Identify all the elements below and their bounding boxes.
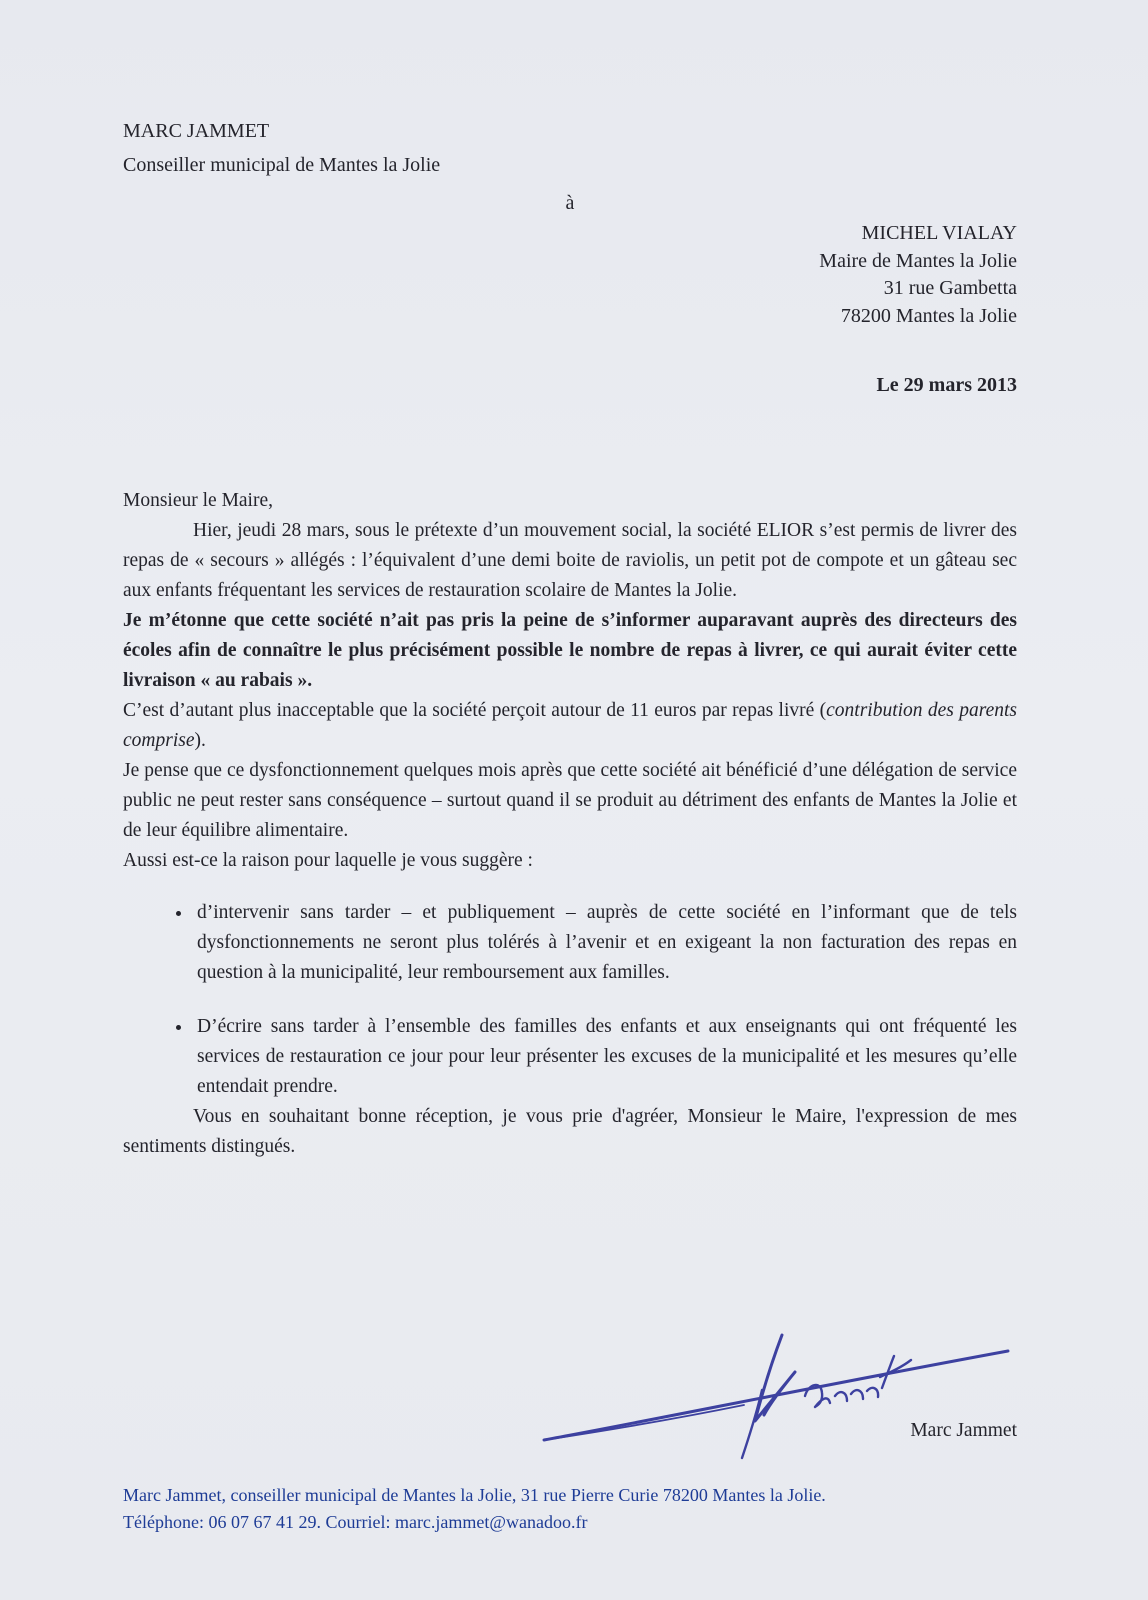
to-label: à <box>565 192 575 214</box>
paragraph-3-end: ). <box>194 730 206 751</box>
salutation: Monsieur le Maire, <box>123 490 274 511</box>
recipient-block <box>123 220 1017 330</box>
suggestion-list <box>123 898 1017 1102</box>
recipient-title: Maire de Mantes la Jolie <box>819 249 1017 272</box>
closing-paragraph: Vous en souhaitant bonne réception, je vous prie d'agréer, Monsieur le Maire, l'expression de mes sentiments distingués. <box>123 1106 1017 1157</box>
suggestion-item-1: • d’intervenir sans tarder – et publiquement – auprès de cette société en l’informant que de tels dysfonctionnements ne seront plus tolérés à l’avenir et en exigeant la non facturation des repas en question à la municipalité, leur remboursement aux familles. <box>193 898 1017 988</box>
paragraph-1: Hier, jeudi 28 mars, sous le prétexte d’un mouvement social, la société ELIOR s’est permis de livrer des repas de « secours » allégés : l’équivalent d’une demi boite de raviolis, un petit pot de compote et un gâteau sec aux enfants fréquentant les services de restauration scolaire de Mantes la Jolie. <box>123 520 1017 601</box>
sender-block <box>123 114 1017 182</box>
letter-content <box>123 114 1017 1162</box>
recipient-name: MICHEL VIALAY <box>861 222 1017 244</box>
letter-date: Le 29 mars 2013 <box>876 374 1017 396</box>
signature-printed-name: Marc Jammet <box>910 1420 1017 1441</box>
footer-contact <box>123 1482 1063 1535</box>
paragraph-2-bold: Je m’étonne que cette société n’ait pas pris la peine de s’informer auparavant auprès des directeurs des écoles afin de connaître le plus précisément possible le nombre de repas à livrer, ce qui aurait éviter cette livraison « au rabais ». <box>123 610 1017 691</box>
recipient-city: 78200 Mantes la Jolie <box>840 304 1017 327</box>
paragraph-3-italic: contribution des parents comprise <box>123 700 1017 751</box>
footer-address-line: Marc Jammet, conseiller municipal de Mantes la Jolie, 31 rue Pierre Curie 78200 Mantes la Jolie. <box>123 1485 826 1505</box>
sender-role: Conseiller municipal de Mantes la Jolie <box>123 154 441 176</box>
paragraph-4: Je pense que ce dysfonctionnement quelques mois après que cette société ait bénéficié d’une délégation de service public ne peut rester sans conséquence – surtout quand il se produit au détriment des enfants de Mantes la Jolie et de leur équilibre alimentaire. <box>123 760 1017 841</box>
paragraph-5-intro: Aussi est-ce la raison pour laquelle je vous suggère : <box>123 850 533 871</box>
paragraph-3 <box>123 696 1017 756</box>
paragraph-3-start: C’est d’autant plus inacceptable que la société perçoit autour de 11 euros par repas livré ( <box>123 700 827 721</box>
footer-phone-email-line: Téléphone: 06 07 67 41 29. Courriel: marc.jammet@wanadoo.fr <box>123 1511 588 1532</box>
sender-name: MARC JAMMET <box>123 120 270 142</box>
recipient-street: 31 rue Gambetta <box>883 277 1017 299</box>
suggestion-item-2: • D’écrire sans tarder à l’ensemble des familles des enfants et aux enseignants qui ont fréquenté les services de restauration ce jour pour leur présenter les excuses de la municipalité et les mesures qu’elle entendait prendre. <box>193 1012 1017 1102</box>
